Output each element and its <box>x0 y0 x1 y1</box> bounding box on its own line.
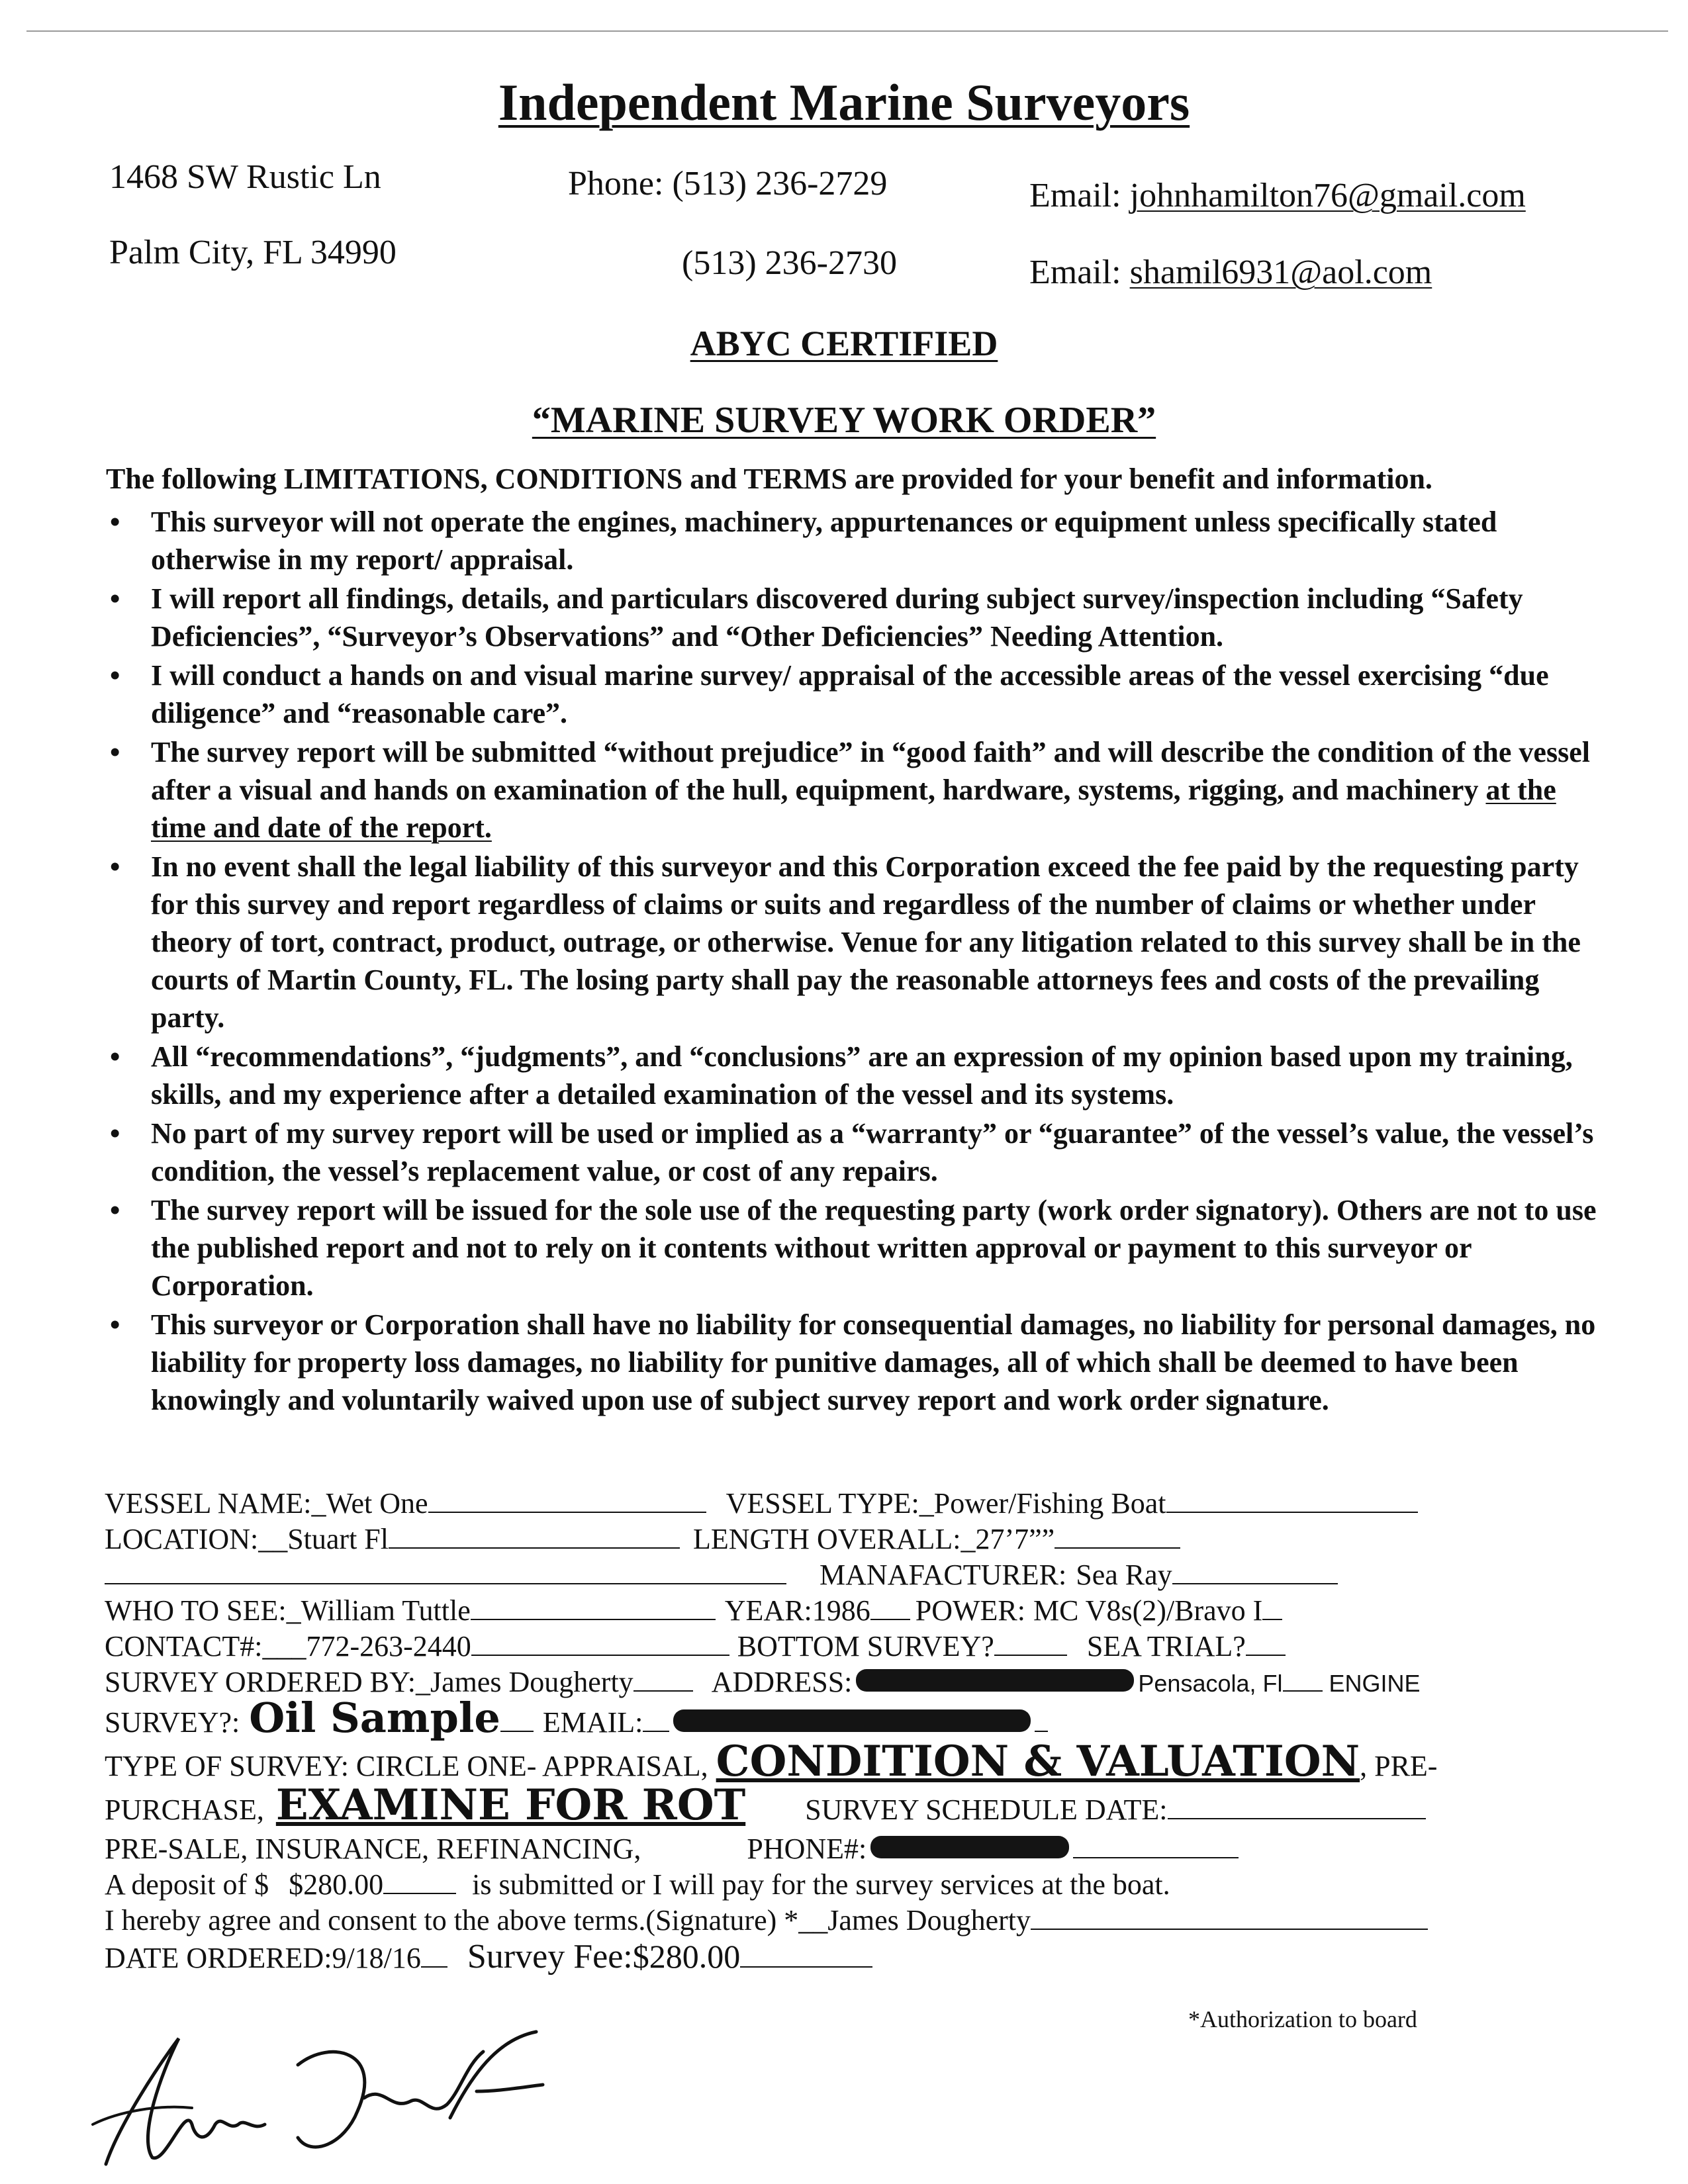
location-blank <box>389 1547 680 1549</box>
work-order-title: “MARINE SURVEY WORK ORDER” <box>532 400 1156 441</box>
purchase-label: PURCHASE, <box>105 1794 264 1826</box>
email-label-2: Email: <box>1029 253 1121 291</box>
bullet-icon: • <box>110 659 120 692</box>
intro-text: The following LIMITATIONS, CONDITIONS and TERMS are provided for your benefit and information. <box>106 463 1432 495</box>
ordered-by-blank <box>633 1690 693 1692</box>
engine-survey-label: SURVEY?: <box>105 1706 240 1739</box>
phone-1 <box>568 164 887 203</box>
manufacturer-blank <box>1172 1582 1338 1584</box>
bullet-icon: • <box>110 1117 120 1150</box>
agree-label: I hereby agree and consent to the above terms.(Signature) *__ <box>105 1904 828 1936</box>
year-blank <box>870 1618 910 1620</box>
sea-trial-label: SEA TRIAL? <box>1086 1630 1246 1662</box>
pre-label: , PRE- <box>1360 1750 1438 1782</box>
redacted-address <box>856 1669 1134 1692</box>
survey-type-selected[interactable]: CONDITION & VALUATION <box>716 1737 1360 1786</box>
contact-blank <box>471 1654 729 1656</box>
survey-fee-label: Survey Fee: <box>467 1938 633 1976</box>
phone-label: Phone: <box>568 165 664 203</box>
who-blank <box>471 1618 716 1620</box>
contact-label: CONTACT#:___ <box>105 1630 306 1662</box>
blank-line <box>105 1582 786 1584</box>
email-1 <box>1029 176 1526 215</box>
agree-blank <box>1031 1928 1428 1930</box>
vessel-type-value[interactable]: Power/Fishing Boat <box>933 1487 1166 1520</box>
examine-note[interactable]: EXAMINE FOR ROT <box>275 1780 746 1830</box>
location-value[interactable]: Stuart Fl <box>287 1523 389 1555</box>
vessel-type-blank <box>1166 1511 1418 1513</box>
bullet-icon: • <box>110 582 120 615</box>
email-2 <box>1029 253 1432 292</box>
who-value[interactable]: William Tuttle <box>301 1594 471 1627</box>
manufacturer-value[interactable]: Sea Ray <box>1076 1559 1172 1591</box>
ordered-by-label: SURVEY ORDERED BY:_ <box>105 1666 430 1698</box>
manufacturer-label: MANAFACTURER: <box>820 1559 1067 1591</box>
term-item: • In no event shall the legal liability of this surveyor and this Corporation exceed the fee paid by the requesting party for this survey and report regardless of claims or suits and regardless of the number of claims or whether under theory of tort, contract, product, outrage, or otherwise. Venue for any litigation related to this survey shall be in the courts of Martin County, FL. The losing party shall pay the reasonable attorneys fees and costs of the prevailing party. <box>106 848 1609 1036</box>
form-row-purchase <box>105 1780 1627 1831</box>
length-label: LENGTH OVERALL:_ <box>693 1523 976 1555</box>
bullet-icon: • <box>110 736 120 768</box>
date-ordered-value[interactable]: 9/18/16 <box>332 1942 421 1974</box>
terms-list <box>106 503 1609 1420</box>
authorization-note: *Authorization to board <box>1188 2006 1417 2032</box>
vessel-type-label: VESSEL TYPE:_ <box>726 1487 934 1520</box>
vessel-name-value[interactable]: Wet One <box>326 1487 428 1520</box>
schedule-date-blank[interactable] <box>1168 1817 1426 1819</box>
redacted-email <box>673 1709 1031 1732</box>
contact-value[interactable]: 772-263-2440 <box>306 1630 471 1662</box>
vessel-name-label: VESSEL NAME:_ <box>105 1487 326 1520</box>
phone-field-label: PHONE#: <box>747 1833 867 1865</box>
year-label: YEAR: <box>724 1594 812 1627</box>
form-row-deposit <box>105 1867 1627 1903</box>
email-label: Email: <box>1029 177 1121 214</box>
bullet-icon: • <box>110 1194 120 1226</box>
phone-blank <box>1073 1856 1239 1858</box>
sea-trial-blank[interactable] <box>1246 1654 1286 1656</box>
company-title: Independent Marine Surveyors <box>498 73 1190 131</box>
presale-label: PRE-SALE, INSURANCE, REFINANCING, <box>105 1833 641 1865</box>
term-item: • All “recommendations”, “judgments”, and “conclusions” are an expression of my opinion based upon my training, skills, and my experience after a detailed examination of the vessel and its systems. <box>106 1038 1609 1113</box>
bottom-survey-label: BOTTOM SURVEY? <box>737 1630 994 1662</box>
form-row-date <box>105 1938 1627 1982</box>
term-item: • No part of my survey report will be used or implied as a “warranty” or “guarantee” of the vessel’s value, the vessel’s condition, the vessel’s replacement value, or cost of any repairs. <box>106 1115 1609 1190</box>
term-item: • I will conduct a hands on and visual marine survey/ appraisal of the accessible areas of the vessel exercising “due diligence” and “reasonable care”. <box>106 657 1609 732</box>
form-row-contact <box>105 1629 1627 1664</box>
schedule-date-label: SURVEY SCHEDULE DATE: <box>805 1794 1168 1826</box>
bullet-icon: • <box>110 1040 120 1073</box>
phone-2: (513) 236-2730 <box>682 244 897 282</box>
power-value[interactable]: MC V8s(2)/Bravo I <box>1033 1594 1263 1627</box>
email-1-link[interactable]: johnhamilton76@gmail.com <box>1129 177 1526 214</box>
engine-survey-blank <box>500 1730 534 1732</box>
address-city[interactable]: Pensacola, Fl <box>1138 1670 1283 1697</box>
email-field-label: EMAIL: <box>542 1706 643 1739</box>
bullet-icon: • <box>110 1308 120 1341</box>
term-item: • This surveyor will not operate the engines, machinery, appurtenances or equipment unless specifically stated otherwise in my report/ appraisal. <box>106 503 1609 578</box>
redacted-phone <box>870 1836 1069 1858</box>
term-item: • The survey report will be submitted “without prejudice” in “good faith” and will describe the condition of the vessel after a visual and hands on examination of the hull, equipment, hardware, systems, rigging, and machinery at the time and date of the report. <box>106 733 1609 846</box>
form-row-who <box>105 1593 1627 1629</box>
engine-label: ENGINE <box>1329 1670 1421 1697</box>
email-blank-end <box>1035 1730 1048 1732</box>
deposit-blank <box>383 1892 456 1894</box>
vessel-name-blank <box>428 1511 706 1513</box>
form-row-presale <box>105 1831 1627 1867</box>
address-label: ADDRESS: <box>711 1666 853 1698</box>
engine-survey-value[interactable]: Oil Sample <box>249 1694 500 1742</box>
deposit-text: is submitted or I will pay for the survey services at the boat. <box>472 1868 1170 1901</box>
who-label: WHO TO SEE:_ <box>105 1594 301 1627</box>
power-label: POWER: <box>915 1594 1025 1627</box>
bottom-survey-blank[interactable] <box>994 1654 1067 1656</box>
length-blank <box>1055 1547 1180 1549</box>
agree-name[interactable]: James Dougherty <box>827 1904 1031 1936</box>
top-edge-line <box>26 30 1668 32</box>
date-blank <box>421 1966 447 1968</box>
survey-type-label: TYPE OF SURVEY: CIRCLE ONE- APPRAISAL, <box>105 1750 708 1782</box>
abyc-certified: ABYC CERTIFIED <box>690 324 998 363</box>
deposit-label: A deposit of $ <box>105 1868 269 1901</box>
email-blank <box>643 1730 669 1732</box>
length-value[interactable]: 27’7”” <box>975 1523 1055 1555</box>
work-order-form <box>105 1486 1627 1982</box>
phone-1-value: (513) 236-2729 <box>672 165 888 203</box>
term-item: • This surveyor or Corporation shall have no liability for consequential damages, no liability for personal damages, no liability for property loss damages, no liability for punitive damages, all of which shall be deemed to have been knowingly and voluntarily waived upon use of subject survey report and work order signature. <box>106 1306 1609 1419</box>
year-value[interactable]: 1986 <box>812 1594 870 1627</box>
address-line-2: Palm City, FL 34990 <box>109 234 397 271</box>
deposit-value[interactable]: $280.00 <box>289 1868 384 1901</box>
term-item: • I will report all findings, details, and particulars discovered during subject survey/inspection including “Safety Deficiencies”, “Surveyor’s Observations” and “Other Deficiencies” Needing Attention. <box>106 580 1609 655</box>
term-item: • The survey report will be issued for the sole use of the requesting party (work order signatory). Others are not to use the published report and not to rely on it contents without written approval or payment to this surveyor or Corporation. <box>106 1191 1609 1304</box>
email-2-link[interactable]: shamil6931@aol.com <box>1129 253 1432 291</box>
handwritten-signature <box>79 2025 556 2177</box>
address-blank <box>1283 1690 1323 1692</box>
form-row-location <box>105 1522 1627 1557</box>
address-line-1: 1468 SW Rustic Ln <box>109 158 381 196</box>
form-row-agree <box>105 1903 1627 1938</box>
survey-fee-value[interactable]: $280.00 <box>632 1938 741 1975</box>
form-row-manufacturer <box>105 1557 1627 1593</box>
bullet-icon: • <box>110 850 120 883</box>
term-underlined-phrase: at the time and date of the report. <box>151 774 1556 844</box>
date-ordered-label: DATE ORDERED: <box>105 1942 332 1974</box>
power-blank <box>1262 1618 1282 1620</box>
fee-blank <box>740 1966 872 1968</box>
location-label: LOCATION:__ <box>105 1523 288 1555</box>
ordered-by-value[interactable]: James Dougherty <box>430 1666 633 1698</box>
bullet-icon: • <box>110 506 120 538</box>
form-row-vessel <box>105 1486 1627 1522</box>
